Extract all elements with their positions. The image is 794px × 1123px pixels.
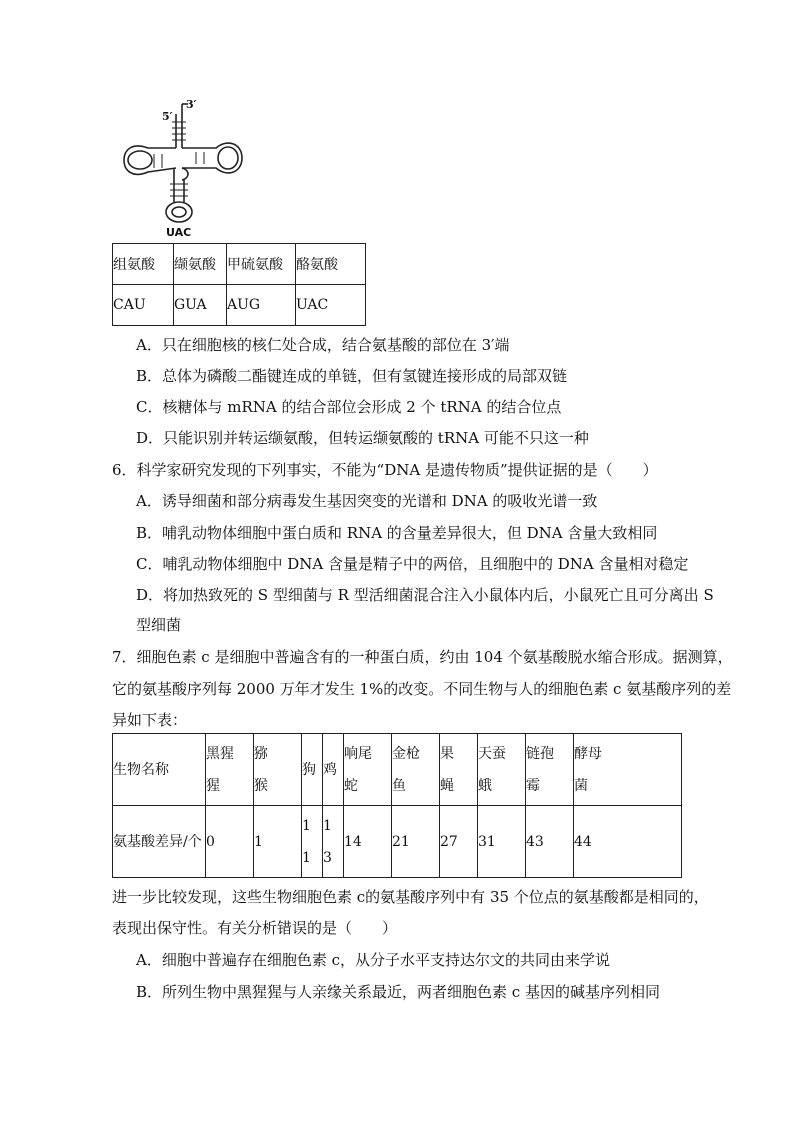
q6-option-b: B．哺乳动物体细胞中蛋白质和 RNA 的含量差异很大，但 DNA 含量大致相同 (136, 524, 658, 542)
table-cell: 黑猩 猩 (206, 734, 254, 806)
table-cell: 1 (254, 806, 302, 878)
table-cell: 响尾 蛇 (344, 734, 392, 806)
table-cell: 43 (526, 806, 574, 878)
table-cell: CAU (113, 285, 174, 326)
table-row (113, 734, 682, 806)
q5-option-d: D．只能识别并转运缬氨酸，但转运缬氨酸的 tRNA 可能不只这一种 (136, 429, 589, 447)
table-cell: 猕 猴 (254, 734, 302, 806)
table-cell: 天蚕 蛾 (478, 734, 526, 806)
table-cell: 酪氨酸 (296, 244, 366, 285)
table-cell: 0 (206, 806, 254, 878)
q7-stem-line-1: 7．细胞色素 c 是细胞中普遍含有的一种蛋白质，约由 104 个氨基酸脱水缩合形成。据测算， (112, 648, 733, 666)
q5-option-a: A．只在细胞核的核仁处合成，结合氨基酸的部位在 3′端 (136, 336, 510, 354)
q6-stem: 6．科学家研究发现的下列事实，不能为“DNA 是遗传物质”提供证据的是（ ） (112, 461, 658, 479)
row-header-difference: 氨基酸差异/个 (113, 806, 206, 878)
anticodon-label: UAC (166, 226, 192, 239)
table-cell: 1 3 (323, 806, 344, 878)
cytochrome-difference-table (112, 733, 682, 878)
q5-option-c: C．核糖体与 mRNA 的结合部位会形成 2 个 tRNA 的结合位点 (136, 398, 562, 416)
q6-option-c: C．哺乳动物体细胞中 DNA 含量是精子中的两倍，且细胞中的 DNA 含量相对稳定 (136, 555, 689, 573)
q7-stem-line-2: 它的氨基酸序列每 2000 万年才发生 1%的改变。不同生物与人的细胞色素 c 氨基酸序列的差 (112, 680, 732, 698)
table-row (113, 285, 366, 326)
table-row (113, 806, 682, 878)
table-cell: 21 (392, 806, 440, 878)
table-cell: 组氨酸 (113, 244, 174, 285)
table-cell: 31 (478, 806, 526, 878)
q6-option-d-cont: 型细菌 (136, 616, 182, 634)
three-prime-label: 3′ (186, 98, 197, 111)
table-cell: UAC (296, 285, 366, 326)
table-cell: 1 1 (302, 806, 323, 878)
table-cell: 酵母 菌 (574, 734, 682, 806)
q7-option-a: A．细胞中普遍存在细胞色素 c，从分子水平支持达尔文的共同由来学说 (136, 951, 611, 969)
table-cell: 27 (440, 806, 478, 878)
table-cell: 狗 (302, 734, 323, 806)
q7-option-b: B．所列生物中黑猩猩与人亲缘关系最近，两者细胞色素 c 基因的碱基序列相同 (136, 983, 660, 1001)
table-cell: 金枪 鱼 (392, 734, 440, 806)
table-cell: 鸡 (323, 734, 344, 806)
q6-option-a: A．诱导细菌和部分病毒发生基因突变的光谱和 DNA 的吸收光谱一致 (136, 492, 598, 510)
trna-diagram (118, 98, 248, 240)
table-cell: 甲硫氨酸 (227, 244, 296, 285)
row-header-organism: 生物名称 (113, 734, 206, 806)
table-cell: 44 (574, 806, 682, 878)
q5-option-b: B．总体为磷酸二酯键连成的单链，但有氢键连接形成的局部双链 (136, 367, 568, 385)
table-cell: 链孢 霉 (526, 734, 574, 806)
table-cell: AUG (227, 285, 296, 326)
table-row (113, 244, 366, 285)
trna-cloverleaf-icon (118, 98, 248, 240)
table-cell: 14 (344, 806, 392, 878)
codon-table (112, 243, 366, 326)
five-prime-label: 5′ (162, 110, 173, 123)
q7-followup-line-2: 表现出保守性。有关分析错误的是（ ） (112, 919, 398, 937)
q7-stem-line-3: 异如下表： (112, 711, 188, 729)
q6-option-d: D．将加热致死的 S 型细菌与 R 型活细菌混合注入小鼠体内后，小鼠死亡且可分离出 S (136, 586, 714, 604)
table-cell: 缬氨酸 (174, 244, 227, 285)
q7-followup-line-1: 进一步比较发现，这些生物细胞色素 c的氨基酸序列中有 35 个位点的氨基酸都是相同的， (112, 888, 709, 906)
table-cell: GUA (174, 285, 227, 326)
table-cell: 果 蝇 (440, 734, 478, 806)
